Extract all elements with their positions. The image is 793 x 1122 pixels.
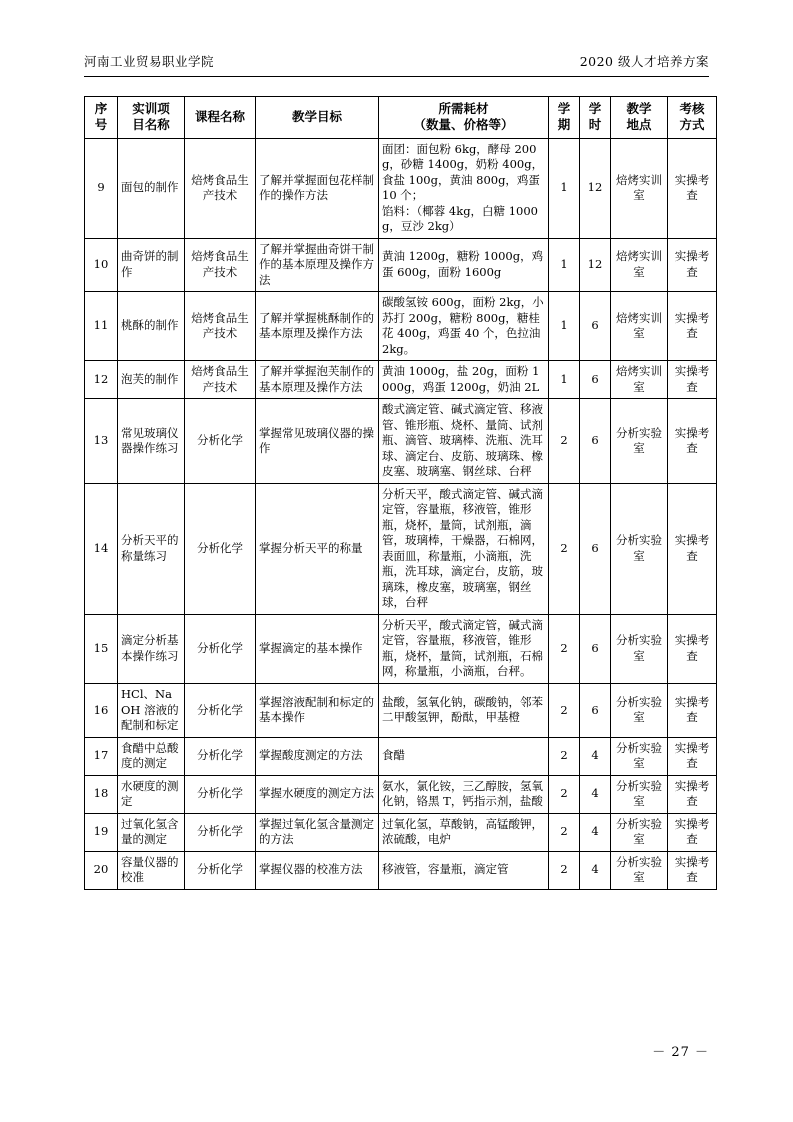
cell-item: 泡芙的制作 — [118, 361, 185, 399]
cell-assess: 实操考查 — [668, 399, 717, 484]
page-header — [84, 52, 709, 70]
column-header-term: 学 期 — [549, 97, 580, 139]
cell-course: 分析化学 — [185, 813, 256, 851]
cell-place: 分析实验室 — [611, 851, 668, 889]
cell-place: 分析实验室 — [611, 684, 668, 738]
cell-assess: 实操考查 — [668, 775, 717, 813]
cell-item: HCl、NaOH 溶液的配制和标定 — [118, 684, 185, 738]
cell-place: 分析实验室 — [611, 399, 668, 484]
cell-item: 容量仪器的校准 — [118, 851, 185, 889]
cell-place: 分析实验室 — [611, 614, 668, 683]
cell-no: 18 — [85, 775, 118, 813]
cell-assess: 实操考查 — [668, 483, 717, 614]
cell-goal: 了解并掌握面包花样制作的操作方法 — [256, 138, 379, 238]
cell-material: 面团：面包粉 6kg，酵母 200g，砂糖 1400g，奶粉 400g，食盐 100g，黄油 800g，鸡蛋 10 个； 馅料：（椰蓉 4kg，白糖 1000g，豆沙 2kg） — [379, 138, 549, 238]
cell-item: 桃酥的制作 — [118, 292, 185, 361]
cell-hours: 4 — [580, 775, 611, 813]
cell-assess: 实操考查 — [668, 138, 717, 238]
table-row — [85, 775, 717, 813]
cell-assess: 实操考查 — [668, 614, 717, 683]
cell-hours: 4 — [580, 813, 611, 851]
cell-goal: 掌握水硬度的测定方法 — [256, 775, 379, 813]
cell-course: 分析化学 — [185, 614, 256, 683]
cell-term: 2 — [549, 483, 580, 614]
header-right-text: 2020 级人才培养方案 — [579, 54, 709, 69]
column-header-course: 课程名称 — [185, 97, 256, 139]
cell-no: 11 — [85, 292, 118, 361]
column-header-hours: 学 时 — [580, 97, 611, 139]
cell-goal: 掌握酸度测定的方法 — [256, 737, 379, 775]
cell-term: 1 — [549, 138, 580, 238]
cell-material: 黄油 1000g，盐 20g，面粉 1000g，鸡蛋 1200g，奶油 2L — [379, 361, 549, 399]
cell-hours: 4 — [580, 851, 611, 889]
practical-training-table — [84, 96, 717, 890]
table-row — [85, 238, 717, 292]
page-number: － 27 － — [652, 1045, 709, 1060]
cell-place: 分析实验室 — [611, 775, 668, 813]
cell-assess: 实操考查 — [668, 238, 717, 292]
cell-course: 焙烤食品生产技术 — [185, 361, 256, 399]
cell-no: 12 — [85, 361, 118, 399]
cell-course: 焙烤食品生产技术 — [185, 238, 256, 292]
cell-material: 黄油 1200g，糖粉 1000g，鸡蛋 600g，面粉 1600g — [379, 238, 549, 292]
table-row — [85, 399, 717, 484]
table-row — [85, 483, 717, 614]
column-header-material-line2: （数量、价格等） — [413, 117, 514, 133]
cell-assess: 实操考查 — [668, 851, 717, 889]
cell-goal: 掌握溶液配制和标定的基本操作 — [256, 684, 379, 738]
table-row — [85, 614, 717, 683]
cell-hours: 6 — [580, 399, 611, 484]
cell-hours: 6 — [580, 292, 611, 361]
table-row — [85, 813, 717, 851]
cell-assess: 实操考查 — [668, 361, 717, 399]
cell-material: 分析天平，酸式滴定管、碱式滴定管，容量瓶，移液管，锥形瓶，烧杯，量筒，试剂瓶，滴管，玻璃棒，干燥器，石棉网，表面皿，称量瓶，小滴瓶，洗瓶，洗耳球，滴定台，皮筋，玻璃珠，橡皮塞，玻璃塞，钢丝球，台秤 — [379, 483, 549, 614]
cell-course: 分析化学 — [185, 737, 256, 775]
cell-term: 2 — [549, 851, 580, 889]
cell-term: 2 — [549, 399, 580, 484]
cell-course: 焙烤食品生产技术 — [185, 138, 256, 238]
cell-material: 移液管，容量瓶，滴定管 — [379, 851, 549, 889]
cell-item: 食醋中总酸度的测定 — [118, 737, 185, 775]
table-row — [85, 684, 717, 738]
cell-term: 2 — [549, 813, 580, 851]
cell-material: 碳酸氢铵 600g，面粉 2kg，小苏打 200g，糖粉 800g，糖桂花 400g，鸡蛋 40 个，色拉油 2kg。 — [379, 292, 549, 361]
cell-term: 2 — [549, 775, 580, 813]
cell-item: 分析天平的称量练习 — [118, 483, 185, 614]
cell-no: 14 — [85, 483, 118, 614]
cell-place: 焙烤实训室 — [611, 138, 668, 238]
column-header-no: 序 号 — [85, 97, 118, 139]
cell-hours: 12 — [580, 238, 611, 292]
cell-no: 19 — [85, 813, 118, 851]
cell-place: 分析实验室 — [611, 813, 668, 851]
table-row — [85, 292, 717, 361]
header-divider — [84, 76, 709, 77]
cell-course: 分析化学 — [185, 684, 256, 738]
table-row — [85, 737, 717, 775]
cell-item: 水硬度的测定 — [118, 775, 185, 813]
cell-no: 10 — [85, 238, 118, 292]
cell-course: 分析化学 — [185, 851, 256, 889]
cell-term: 2 — [549, 737, 580, 775]
cell-material: 氨水，氯化铵，三乙醇胺，氢氧化钠，铬黑 T，钙指示剂，盐酸 — [379, 775, 549, 813]
cell-place: 焙烤实训室 — [611, 292, 668, 361]
cell-assess: 实操考查 — [668, 292, 717, 361]
cell-no: 15 — [85, 614, 118, 683]
cell-goal: 了解并掌握曲奇饼干制作的基本原理及操作方法 — [256, 238, 379, 292]
cell-goal: 了解并掌握泡芙制作的基本原理及操作方法 — [256, 361, 379, 399]
column-header-goal: 教学目标 — [256, 97, 379, 139]
cell-course: 焙烤食品生产技术 — [185, 292, 256, 361]
column-header-material-line1: 所需耗材 — [438, 101, 489, 116]
column-header-assess: 考核 方式 — [668, 97, 717, 139]
table-body — [85, 138, 717, 889]
table-row — [85, 851, 717, 889]
cell-item: 面包的制作 — [118, 138, 185, 238]
cell-item: 常见玻璃仪器操作练习 — [118, 399, 185, 484]
cell-material: 酸式滴定管、碱式滴定管、移液管、锥形瓶、烧杯、量筒、试剂瓶、滴管、玻璃棒、洗瓶、洗耳球、滴定台、皮筋、玻璃珠、橡皮塞、玻璃塞、钢丝球、台秤 — [379, 399, 549, 484]
cell-assess: 实操考查 — [668, 813, 717, 851]
page-footer — [652, 1041, 709, 1060]
cell-goal: 掌握过氧化氢含量测定的方法 — [256, 813, 379, 851]
cell-material: 食醋 — [379, 737, 549, 775]
cell-course: 分析化学 — [185, 775, 256, 813]
column-header-material — [379, 97, 549, 139]
table-header-row — [85, 97, 717, 139]
cell-assess: 实操考查 — [668, 684, 717, 738]
cell-place: 分析实验室 — [611, 483, 668, 614]
column-header-place: 教学 地点 — [611, 97, 668, 139]
cell-course: 分析化学 — [185, 399, 256, 484]
cell-item: 过氧化氢含量的测定 — [118, 813, 185, 851]
cell-item: 曲奇饼的制作 — [118, 238, 185, 292]
cell-place: 焙烤实训室 — [611, 361, 668, 399]
cell-hours: 12 — [580, 138, 611, 238]
header-left-text: 河南工业贸易职业学院 — [84, 54, 215, 69]
cell-term: 2 — [549, 614, 580, 683]
table-row — [85, 361, 717, 399]
cell-hours: 6 — [580, 614, 611, 683]
cell-hours: 4 — [580, 737, 611, 775]
cell-hours: 6 — [580, 483, 611, 614]
cell-term: 1 — [549, 361, 580, 399]
cell-material: 分析天平，酸式滴定管，碱式滴定管，容量瓶，移液管，锥形瓶，烧杯，量筒，试剂瓶，石棉网，称量瓶，小滴瓶，台秤。 — [379, 614, 549, 683]
cell-material: 盐酸，氢氧化钠，碳酸钠，邻苯二甲酸氢钾，酚酞，甲基橙 — [379, 684, 549, 738]
cell-no: 16 — [85, 684, 118, 738]
cell-term: 1 — [549, 238, 580, 292]
cell-no: 17 — [85, 737, 118, 775]
cell-no: 13 — [85, 399, 118, 484]
table-row — [85, 138, 717, 238]
cell-item: 滴定分析基本操作练习 — [118, 614, 185, 683]
column-header-item: 实训项 目名称 — [118, 97, 185, 139]
cell-course: 分析化学 — [185, 483, 256, 614]
cell-hours: 6 — [580, 361, 611, 399]
cell-term: 1 — [549, 292, 580, 361]
cell-assess: 实操考查 — [668, 737, 717, 775]
cell-no: 9 — [85, 138, 118, 238]
cell-place: 分析实验室 — [611, 737, 668, 775]
cell-term: 2 — [549, 684, 580, 738]
cell-material: 过氧化氢，草酸钠，高锰酸钾，浓硫酸，电炉 — [379, 813, 549, 851]
cell-no: 20 — [85, 851, 118, 889]
cell-goal: 掌握常见玻璃仪器的操作 — [256, 399, 379, 484]
cell-goal: 掌握滴定的基本操作 — [256, 614, 379, 683]
cell-goal: 掌握分析天平的称量 — [256, 483, 379, 614]
cell-place: 焙烤实训室 — [611, 238, 668, 292]
cell-goal: 掌握仪器的校准方法 — [256, 851, 379, 889]
cell-goal: 了解并掌握桃酥制作的基本原理及操作方法 — [256, 292, 379, 361]
cell-hours: 6 — [580, 684, 611, 738]
